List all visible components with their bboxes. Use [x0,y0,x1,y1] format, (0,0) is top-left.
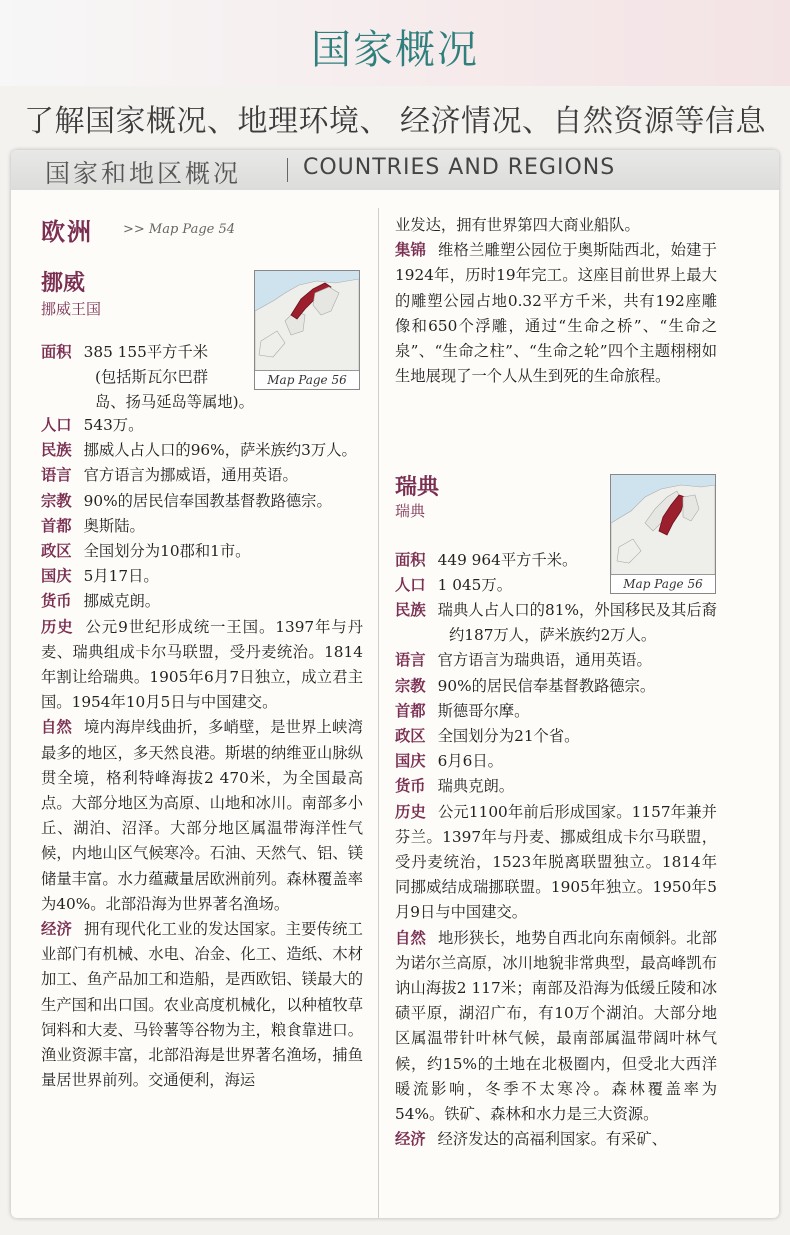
norway-capital-label: 首都 [41,516,72,535]
region-map-ref: >> Map Page 54 [123,222,236,237]
sweden-population-text: 1 045万。 [437,576,512,595]
norway-map-graphic [255,271,359,371]
norway-population-label: 人口 [41,416,72,434]
norway-economy-continued: 业发达，拥有世界第四大商业船队。 [395,216,640,234]
sweden-map-graphic [611,475,715,575]
sweden-admin-text: 全国划分为21个省。 [437,727,580,746]
sweden-admin-label: 政区 [395,727,426,746]
norway-area-text2: (包括斯瓦尔巴群 [95,368,209,387]
norway-details [41,413,363,1093]
column-divider [378,208,379,1218]
header-separator [287,158,288,182]
sweden-religion-text: 90%的居民信奉基督教路德宗。 [437,676,656,695]
norway-capital-text: 奥斯陆。 [83,516,145,535]
norway-language-text: 官方语言为挪威语，通用英语。 [83,466,298,485]
book-header-en: COUNTRIES AND REGIONS [303,155,616,180]
sweden-history-label: 历史 [395,802,426,821]
sweden-capital-label: 首都 [395,701,426,720]
norway-population-text: 543万。 [83,416,144,434]
sweden-language-label: 语言 [395,651,426,670]
book-header-cn: 国家和地区概况 [45,159,242,188]
sweden-economy-label: 经济 [395,1130,426,1149]
norway-full-name: 挪威王国 [41,300,102,318]
sweden-full-name: 瑞典 [395,502,426,520]
norway-history-label: 历史 [41,617,74,636]
sweden-national-day-label: 国庆 [395,752,426,771]
sweden-economy-text: 经济发达的高福利国家。有采矿、 [437,1130,668,1149]
sweden-nature-text: 地形狭长，地势自西北向东南倾斜。北部为诺尔兰高原，冰川地貌非常典型，最高峰凯布讷山海拔2 117米；南部及沿海为低缓丘陵和冰碛平原，湖沼广布，有10万个湖泊。大部分地区属温带针叶林气候，最南部属温带阔叶林气候，约15%的土地在北极圈内，但受北大西洋暖流影响，冬季不太寒冷。森林覆盖率为54%。铁矿、森林和水力是三大资源。 [395,928,717,1124]
norway-highlight-label: 集锦 [395,241,427,260]
norway-currency-text: 挪威克朗。 [83,592,161,611]
norway-area-label: 面积 [41,343,72,361]
sweden-ethnic-label: 民族 [395,601,426,619]
sweden-details [395,598,717,1152]
sweden-area-label: 面积 [395,551,426,569]
sweden-national-day-text: 6月6日。 [437,752,503,771]
norway-admin-text: 全国划分为10郡和1市。 [83,542,251,561]
sweden-map [610,474,716,594]
region-title: 欧洲 [41,217,93,246]
book-page [11,150,779,1218]
norway-nature-text: 境内海岸线曲折，多峭壁，是世界上峡湾最多的地区，多天然良港。斯堪的纳维亚山脉纵贯全境，格利特峰海拔2 470米，为全国最高点。大部分地区为高原、山地和冰川。南部多小丘、湖泊、沼泽。大部分地区属温带海洋性气候，内地山区气候寒冷。石油、天然气、铝、镁储量丰富。水力蕴藏量居欧洲前列。森林覆盖率为40%。北部沿海为世界著名渔场。 [41,718,363,913]
sweden-currency-label: 货币 [395,777,426,796]
norway-area-text3: 岛、扬马延岛等属地)。 [95,393,254,412]
sweden-area [395,548,605,598]
sweden-name: 瑞典 [395,474,440,500]
norway-religion-text: 90%的居民信奉国教基督教路德宗。 [83,491,332,510]
banner-title: 国家概况 [311,27,479,73]
norway-national-day-text: 5月17日。 [83,567,159,586]
norway-name: 挪威 [41,270,86,296]
norway-admin-label: 政区 [41,542,72,561]
norway-ethnic-label: 民族 [41,441,72,460]
norway-currency-label: 货币 [41,592,72,611]
norway-continued [395,213,717,389]
sweden-area-text: 449 964平方千米。 [437,551,578,569]
norway-economy-text: 拥有现代化工业的发达国家。主要传统工业部门有机械、水电、冶金、化工、造纸、木材加工、鱼产品加工和造船，是西欧铝、镁最大的生产国和出口国。农业高度机械化，以种植牧草饲料和大麦、马铃薯等谷物为主，粮食靠进口。渔业资源丰富，北部沿海是世界著名渔场，捕鱼量居世界前列。交通便利，海运 [41,920,363,1090]
sweden-population-label: 人口 [395,576,426,595]
norway-economy-label: 经济 [41,920,73,939]
norway-religion-label: 宗教 [41,491,72,510]
norway-history-text: 公元9世纪形成统一王国。1397年与丹麦、瑞典组成卡尔马联盟，受丹麦统治。1814年割让给瑞典。1905年6月7日独立，成立君主国。1954年10月5日与中国建交。 [41,617,363,712]
sweden-currency-text: 瑞典克朗。 [437,777,515,796]
norway-area [41,340,254,416]
sweden-religion-label: 宗教 [395,676,426,695]
norway-ethnic-text: 挪威人占人口的96%，萨米族约3万人。 [83,441,357,460]
sweden-map-caption: Map Page 56 [611,574,715,593]
sweden-capital-text: 斯德哥尔摩。 [437,701,530,720]
norway-language-label: 语言 [41,466,72,485]
sweden-history-text: 公元1100年前后形成国家。1157年兼并芬兰。1397年与丹麦、挪威组成卡尔马联盟，受丹麦统治，1523年脱离联盟独立。1814年同挪威结成瑞挪联盟。1905年独立。1950年5月9日与中国建交。 [395,802,717,922]
norway-national-day-label: 国庆 [41,567,72,586]
norway-map-caption: Map Page 56 [255,370,359,389]
sweden-ethnic-text: 瑞典人占人口的81%，外国移民及其后裔约187万人，萨米族约2万人。 [437,601,717,645]
sweden-nature-label: 自然 [395,928,427,947]
banner-subtitle: 了解国家概况、地理环境、 经济情况、自然资源等信息 [23,104,767,139]
norway-map [254,270,360,390]
sweden-language-text: 官方语言为瑞典语，通用英语。 [437,651,652,670]
norway-nature-label: 自然 [41,718,73,737]
norway-highlight-text: 维格兰雕塑公园位于奥斯陆西北，始建于1924年，历时19年完工。这座目前世界上最大的雕塑公园占地0.32平方千米，共有192座雕像和650个浮雕，通过“生命之桥”、“生命之泉”、“生命之柱”、“生命之轮”四个主题栩栩如生地展现了一个人从生到死的生命旅程。 [395,241,717,386]
book-header [11,150,779,190]
norway-area-text: 385 155平方千米 [83,343,209,361]
